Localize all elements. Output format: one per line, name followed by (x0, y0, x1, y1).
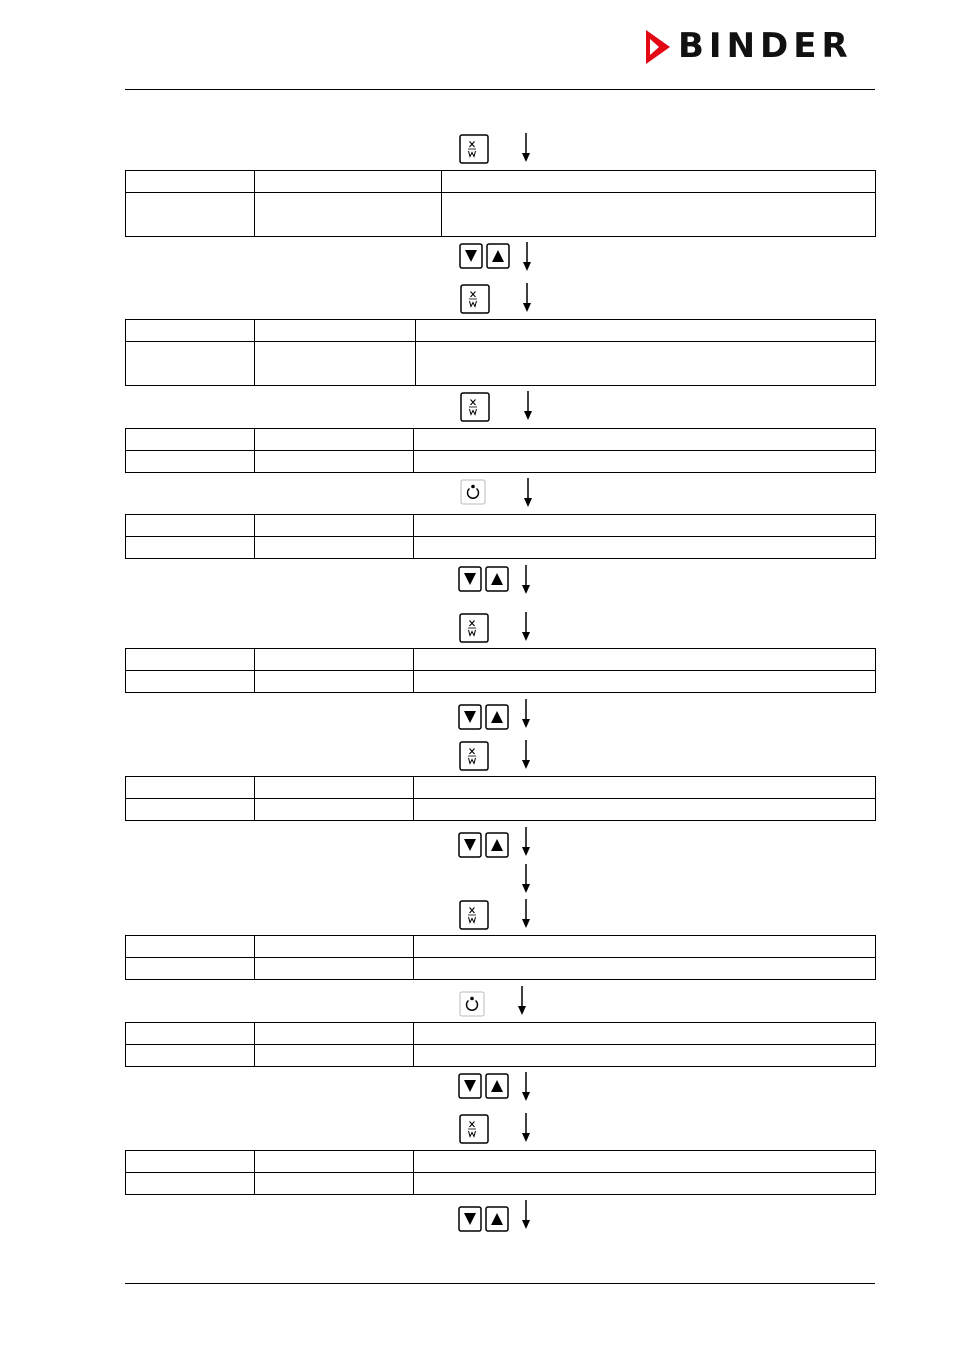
logo-text: BINDER (678, 26, 853, 66)
enter-key-icon[interactable] (459, 741, 489, 771)
table-cell (126, 777, 255, 799)
table-cell (126, 451, 255, 473)
table-cell (414, 958, 876, 980)
display-table (125, 648, 876, 693)
enter-key-icon[interactable] (459, 900, 489, 930)
flow-arrow-icon (521, 283, 533, 313)
table-cell (414, 936, 876, 958)
table-cell (126, 193, 255, 237)
display-table (125, 1150, 876, 1195)
table-cell (126, 171, 255, 193)
flow-arrow-icon (520, 740, 532, 770)
up-key-icon[interactable] (485, 1206, 509, 1232)
table-cell (126, 537, 255, 559)
table-cell (126, 1151, 255, 1173)
table-cell (126, 320, 255, 342)
table-cell (126, 515, 255, 537)
up-key-icon[interactable] (485, 704, 509, 730)
table-cell (126, 799, 255, 821)
down-key-icon[interactable] (458, 704, 482, 730)
table-cell (255, 799, 414, 821)
down-key-icon[interactable] (458, 566, 482, 592)
table-cell (255, 342, 416, 386)
enter-key-icon[interactable] (460, 392, 490, 422)
table-cell (414, 451, 876, 473)
table-cell (255, 451, 414, 473)
table-cell (442, 193, 876, 237)
enter-key-icon[interactable] (459, 134, 489, 164)
down-key-icon[interactable] (458, 1206, 482, 1232)
table-cell (414, 515, 876, 537)
function-key-icon[interactable] (460, 479, 486, 505)
display-table (125, 428, 876, 473)
table-cell (414, 649, 876, 671)
table-cell (414, 1045, 876, 1067)
flow-arrow-icon (520, 612, 532, 642)
table-cell (255, 1151, 414, 1173)
table-cell (255, 171, 442, 193)
enter-key-icon[interactable] (460, 284, 490, 314)
flow-arrow-icon (521, 242, 533, 272)
down-key-icon[interactable] (459, 243, 483, 269)
display-table (125, 1022, 876, 1067)
table-cell (255, 320, 416, 342)
table-cell (255, 777, 414, 799)
logo-arrow-icon (646, 30, 670, 64)
footer-rule (125, 1283, 875, 1284)
up-key-icon[interactable] (486, 243, 510, 269)
display-table (125, 170, 876, 237)
table-cell (414, 777, 876, 799)
table-cell (442, 171, 876, 193)
table-cell (255, 936, 414, 958)
flow-arrow-icon (520, 699, 532, 729)
table-cell (126, 958, 255, 980)
enter-key-icon[interactable] (459, 613, 489, 643)
table-cell (414, 799, 876, 821)
table-cell (255, 1045, 414, 1067)
table-cell (126, 936, 255, 958)
display-table (125, 935, 876, 980)
table-cell (414, 1151, 876, 1173)
table-cell (126, 1173, 255, 1195)
flow-arrow-icon (520, 1113, 532, 1143)
display-table (125, 514, 876, 559)
display-table (125, 319, 876, 386)
table-cell (255, 1023, 414, 1045)
function-key-icon[interactable] (459, 991, 485, 1017)
table-cell (126, 671, 255, 693)
table-cell (126, 1045, 255, 1067)
table-cell (126, 342, 255, 386)
display-table (125, 776, 876, 821)
table-cell (255, 958, 414, 980)
flow-arrow-icon (516, 986, 528, 1016)
up-key-icon[interactable] (485, 832, 509, 858)
table-cell (255, 537, 414, 559)
table-cell (416, 342, 876, 386)
flow-arrow-icon (520, 1072, 532, 1102)
table-cell (255, 515, 414, 537)
down-key-icon[interactable] (458, 832, 482, 858)
flow-arrow-icon (520, 565, 532, 595)
table-cell (414, 1023, 876, 1045)
flow-arrow-icon (520, 899, 532, 929)
flow-arrow-icon (520, 864, 532, 894)
table-cell (414, 429, 876, 451)
up-key-icon[interactable] (485, 566, 509, 592)
table-cell (126, 1023, 255, 1045)
up-key-icon[interactable] (485, 1073, 509, 1099)
down-key-icon[interactable] (458, 1073, 482, 1099)
table-cell (255, 1173, 414, 1195)
header-rule (125, 89, 875, 90)
table-cell (414, 537, 876, 559)
flow-arrow-icon (520, 133, 532, 163)
table-cell (255, 671, 414, 693)
flow-arrow-icon (522, 391, 534, 421)
enter-key-icon[interactable] (459, 1114, 489, 1144)
table-cell (255, 429, 414, 451)
flow-arrow-icon (520, 827, 532, 857)
flow-arrow-icon (522, 478, 534, 508)
table-cell (255, 193, 442, 237)
table-cell (414, 1173, 876, 1195)
table-cell (126, 429, 255, 451)
table-cell (126, 649, 255, 671)
table-cell (414, 671, 876, 693)
flow-arrow-icon (520, 1200, 532, 1230)
table-cell (255, 649, 414, 671)
table-cell (416, 320, 876, 342)
